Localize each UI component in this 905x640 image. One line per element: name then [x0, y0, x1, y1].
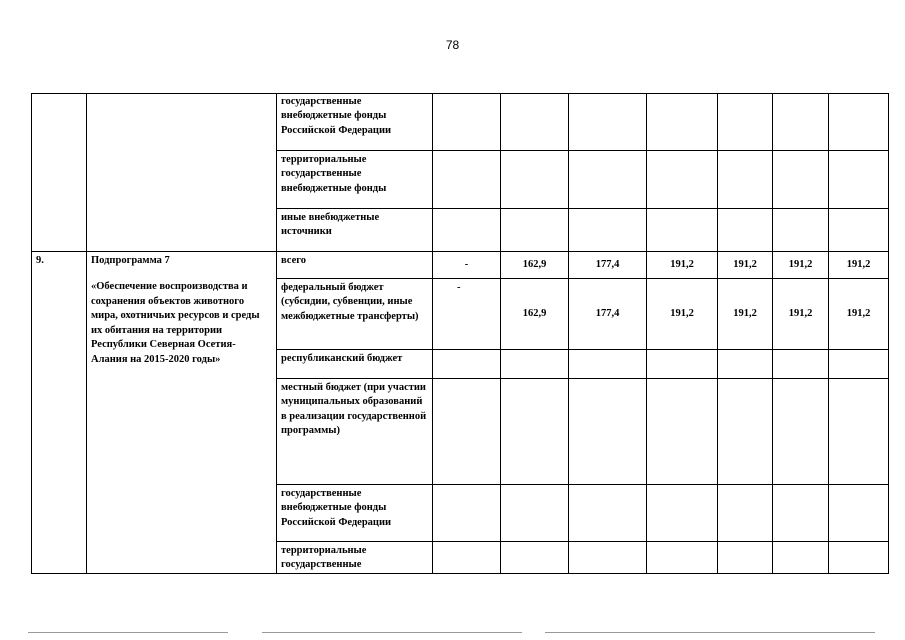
source-label-gos-vnebudg: государственные внебюджетные фонды Российской Федерации [281, 96, 392, 136]
table-border-right [888, 93, 889, 574]
value-vsego-col6: 191,2 [788, 258, 813, 270]
column-divider [31, 93, 32, 574]
value-vsego-col1: - [464, 258, 469, 270]
value-vsego-col5: 191,2 [733, 258, 757, 270]
value-federal-col4: 191,2 [670, 307, 694, 319]
scan-rule [262, 632, 522, 633]
value-vsego-col4: 191,2 [670, 258, 694, 270]
value-vsego-col2: 162,9 [522, 258, 547, 270]
source-label-terr-vnebudg: территориальные государственные внебюджетные фонды [281, 154, 387, 194]
table-border-top [31, 93, 889, 94]
source-label-local: местный бюджет (при участии муниципальных образований в реализации государственной программы) [281, 382, 427, 437]
table-border-bottom [31, 573, 889, 574]
page-number: 78 [445, 38, 460, 52]
budget-table [31, 93, 889, 574]
source-label-federal: федеральный бюджет (субсидии, субвенции, иные межбюджетные трансферты) [281, 282, 419, 322]
source-label-gos-vnebudg-2: государственные внебюджетные фонды Российской Федерации [281, 488, 392, 528]
value-vsego-col3: 177,4 [595, 258, 620, 270]
subprogram-number: 9. [36, 255, 44, 266]
value-federal-col7: 191,2 [846, 307, 871, 319]
subprogram-description: «Обеспечение воспроизводства и сохранения объектов животного мира, охотничьих ресурсов и среды их обитания на территории Республики Северная Осетия-Алания на 2015-2020 годы» [91, 281, 260, 365]
scan-rule [28, 632, 228, 633]
subprogram-title: Подпрограмма 7 [91, 255, 170, 266]
source-label-republic: республиканский бюджет [281, 353, 403, 364]
subprogram-cell [87, 252, 276, 573]
value-federal-col6: 191,2 [788, 307, 813, 319]
source-label-terr-vnebudg-2: территориальные государственные [281, 545, 367, 571]
source-label-inye: иные внебюджетные источники [281, 212, 380, 238]
value-federal-col3: 177,4 [595, 307, 620, 319]
value-federal-col2: 162,9 [522, 307, 547, 319]
scan-rule [545, 632, 875, 633]
value-vsego-col7: 191,2 [846, 258, 871, 270]
value-federal-col1: - [457, 282, 461, 293]
source-label-vsego: всего [281, 255, 307, 266]
value-federal-col5: 191,2 [733, 307, 757, 319]
